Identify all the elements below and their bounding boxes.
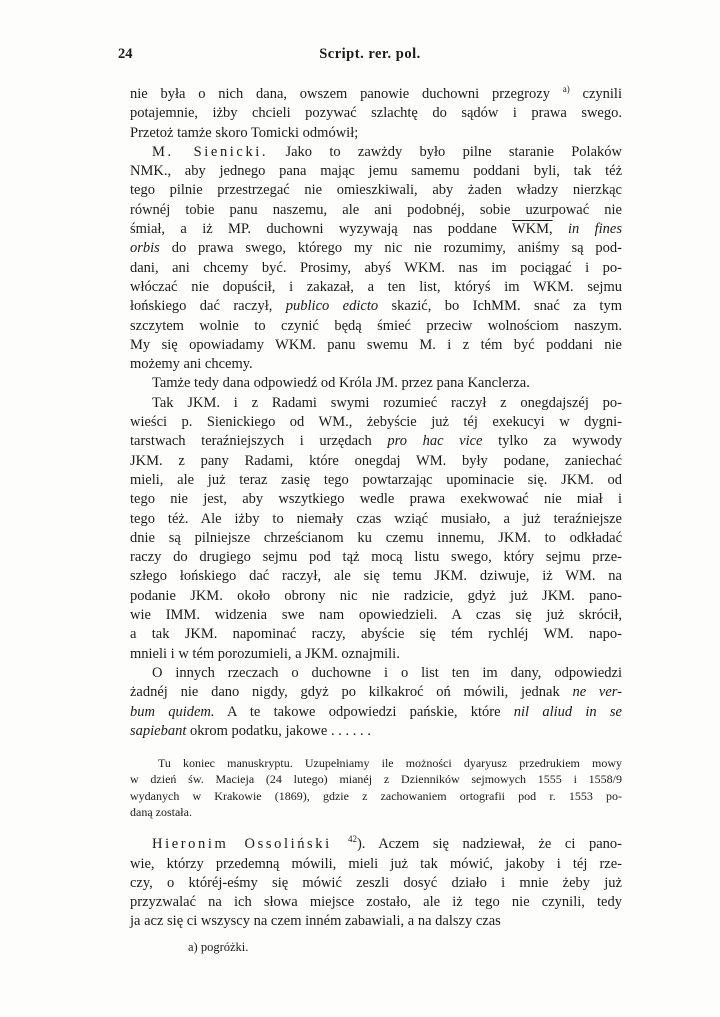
- text-line: [130, 452, 622, 471]
- text-line: [130, 587, 622, 606]
- running-title: Script. rer. pol.: [319, 46, 421, 62]
- text-segment: tylko za wywody: [482, 433, 622, 450]
- text-segment: okrom podatku, jakowe . . . . . .: [186, 722, 371, 739]
- text-line: [130, 413, 622, 432]
- text-line: [130, 567, 622, 586]
- paragraph-container: [130, 85, 622, 932]
- text-line: [130, 529, 622, 548]
- text-line: [130, 804, 622, 820]
- text-line: [130, 297, 622, 316]
- text-line: [130, 645, 622, 664]
- text-segment: dani, ani chcemy być. Prosimy, abyś WKM. nas im pociągać i po-: [130, 259, 622, 276]
- text-segment: My się opowiadamy WKM. panu swemu M. i z tém być poddani nie: [130, 336, 622, 353]
- text-segment: tego pilnie przestrzegać nie omieszkiwali, aby żaden władzy nierzkąc: [130, 182, 622, 199]
- text-line: [130, 162, 622, 181]
- text-line: [130, 490, 622, 509]
- text-segment: mnieli i w tém porozumieli, a JKM. oznajmili.: [130, 645, 400, 662]
- text-line: [130, 201, 622, 220]
- text-segment: tego nie jest, aby wszytkiego wedle prawa exekwować nie miał i: [130, 491, 622, 508]
- text-line: [130, 912, 622, 931]
- text-segment: orbis: [130, 240, 160, 257]
- text-line: [130, 606, 622, 625]
- text-segment: wieści p. Sienickiego od WM., żebyście już téj exekucyi w dygni-: [130, 414, 622, 431]
- text-line: [130, 471, 622, 490]
- text-line: [130, 220, 622, 239]
- other-matters: [130, 664, 622, 741]
- text-segment: raczy do drugiego sejmu pod tąż mocą listu swego, który sejmu prze-: [130, 549, 622, 566]
- page-number: 24: [118, 46, 133, 62]
- text-line: [130, 683, 622, 702]
- text-segment: ja acz się ci wszyscy na czem inném zabawiali, a na dalszy czas: [130, 913, 501, 930]
- text-line: [130, 317, 622, 336]
- text-segment: skazić, bo IchMM. snać za tym: [378, 298, 622, 315]
- text-segment: publico edicto: [285, 298, 379, 315]
- text-segment: do prawa swego, którego my nic nie rozumimy, aniśmy są pod-: [159, 240, 622, 257]
- text-line: [130, 548, 622, 567]
- text-line: [130, 181, 622, 200]
- text-line: [130, 432, 622, 451]
- text-segment: nil aliud in se: [513, 703, 622, 720]
- text-line: [130, 239, 622, 258]
- text-segment: mieli, ale już teraz zasię tego powtarzając upominacie się. JKM. od: [130, 471, 622, 488]
- text-line: [130, 855, 622, 874]
- text-line: [130, 703, 622, 722]
- text-line: [130, 85, 622, 104]
- text-segment: żadnéj nie dano nigdy, gdyż po kilkakroć oń mówili, jednak: [130, 684, 573, 701]
- text-segment: A te takowe odpowiedzi pańskie, które: [214, 703, 514, 720]
- text-line: [130, 755, 622, 771]
- text-segment: Tamże tedy dana odpowiedź od Króla JM. przez pana Kanclerza.: [152, 375, 530, 392]
- continuation-paragraph: [130, 85, 622, 143]
- text-line: [130, 664, 622, 683]
- text-segment: przyzwalać na ich słowa miejsce zostało, ale iż tego nie czynili, tedy: [130, 894, 622, 911]
- text-segment: łońskiego dać raczył,: [130, 298, 286, 315]
- text-segment: M. Sienicki.: [152, 143, 269, 160]
- text-segment: a): [562, 84, 570, 95]
- text-segment: śmiał, a iż MP. duchowni wyzywają nas poddane: [130, 221, 512, 238]
- text-segment: ). Aczem się nadziewał, że ci pano-: [356, 836, 622, 853]
- text-line: [130, 124, 622, 143]
- text-line: [130, 788, 622, 804]
- text-line: [130, 355, 622, 374]
- text-segment: dnie są pilniejsze chrześcianom ku czemu innemu, JKM. to odkładać: [130, 529, 622, 546]
- text-line: [130, 893, 622, 912]
- text-segment: wie, którzy przedemną mówili, mieli już tak mówić, jakoby i téj rze-: [130, 855, 622, 872]
- text-segment: Przetoż tamże skoro Tomicki odmówił;: [130, 124, 359, 141]
- kanclerz-response-intro: [130, 374, 622, 393]
- text-segment: bum quidem.: [130, 703, 215, 720]
- text-segment: w dzień św. Macieja (24 lutego) mianéj z Dzienników sejmowych 1555 i 1558/9: [130, 772, 622, 787]
- text-segment: NMK., aby jednego pana mając jemu samemu poddani byli, tak téż: [130, 163, 622, 180]
- running-head: [118, 46, 622, 66]
- text-segment: nie była o nich dana, owszem panowie duchowni przegrozy: [130, 86, 563, 102]
- text-segment: tego téż. Ale iżby to niemały czas wziąć musiało, a już teraźniejsze: [130, 510, 622, 527]
- text-line: [130, 278, 622, 297]
- text-segment: Tak JKM. i z Radami swymi rozumieć raczył z onegdajszéj po-: [152, 394, 622, 411]
- text-segment: włóczać nie dopuścił, i zakazał, a ten list, któryś im WKM. sejmu: [130, 278, 622, 295]
- text-segment: możemy ani chcemy.: [130, 356, 253, 373]
- text-segment: podanie JKM. około obrony nic nie radzicie, gdyż już JKM. pano-: [130, 587, 622, 604]
- text-line: [130, 336, 622, 355]
- text-segment: równéj tobie panu naszemu, ale ani podobnéj, sobie uzurpować nie: [130, 201, 622, 218]
- text-line: [130, 874, 622, 893]
- text-line: [130, 104, 622, 123]
- text-line: [130, 143, 622, 162]
- text-segment: WKM,: [511, 221, 553, 238]
- text-segment: a tak JKM. napominać raczy, abyście się tém rychléj WM. napo-: [130, 626, 622, 643]
- sienicki-speech: [130, 143, 622, 375]
- text-segment: in fines: [567, 221, 622, 238]
- text-line: [130, 771, 622, 787]
- text-line: [130, 374, 622, 393]
- text-segment: Tu koniec manuskryptu. Uzupełniamy ile możności dyaryusz przedrukiem mowy: [158, 756, 622, 771]
- text-segment: sapiebant: [130, 722, 187, 739]
- text-line: [130, 835, 622, 854]
- text-segment: czynili: [569, 86, 622, 102]
- text-segment: Jako to zawżdy było pilne staranie Polaków: [268, 143, 622, 160]
- text-line: [130, 510, 622, 529]
- text-segment: Hieronim Ossoliński: [152, 836, 348, 853]
- text-block: [130, 85, 622, 955]
- text-segment: JKM. z pany Radami, które onegdaj WM. były podane, zaniechać: [130, 452, 622, 469]
- text-segment: wydanych w Krakowie (1869), gdzie z zachowaniem ortografii pod r. 1553 po-: [130, 788, 622, 803]
- text-segment: czy, o któréj-eśmy się mówić zeszli dosyć działo i mnie żeby już: [130, 874, 622, 891]
- text-line: [130, 394, 622, 413]
- kanclerz-response: [130, 394, 622, 664]
- text-segment: szczytem wolnie to czynić będą śmieć przeciw wolnościom naszym.: [130, 317, 622, 334]
- text-segment: pro hac vice: [387, 433, 483, 450]
- text-line: [130, 722, 622, 741]
- text-segment: szłego łońskiego dać raczył, ale się temu JKM. dziwuje, iż WM. na: [130, 568, 622, 585]
- text-segment: wie IMM. widzenia swe nam opowiedzieli. A czas się już skrócił,: [130, 607, 622, 624]
- text-segment: [553, 221, 568, 237]
- text-segment: tarstwach teraźniejszych i urzędach: [130, 433, 388, 450]
- footnote: a) pogróżki.: [188, 939, 249, 954]
- editor-note: [130, 755, 622, 820]
- text-line: [130, 259, 622, 278]
- text-segment: ne ver-: [572, 684, 622, 701]
- text-segment: daną została.: [130, 804, 192, 819]
- text-segment: potajemnie, iżby chcieli pozywać szlachtę do sądów i prawa swego.: [130, 105, 622, 122]
- ossolinski-speech: [130, 835, 622, 931]
- text-line: [130, 625, 622, 644]
- text-segment: O innych rzeczach o duchowne i o list ten im dany, odpowiedzi: [152, 664, 622, 681]
- text-segment: 42: [347, 834, 357, 845]
